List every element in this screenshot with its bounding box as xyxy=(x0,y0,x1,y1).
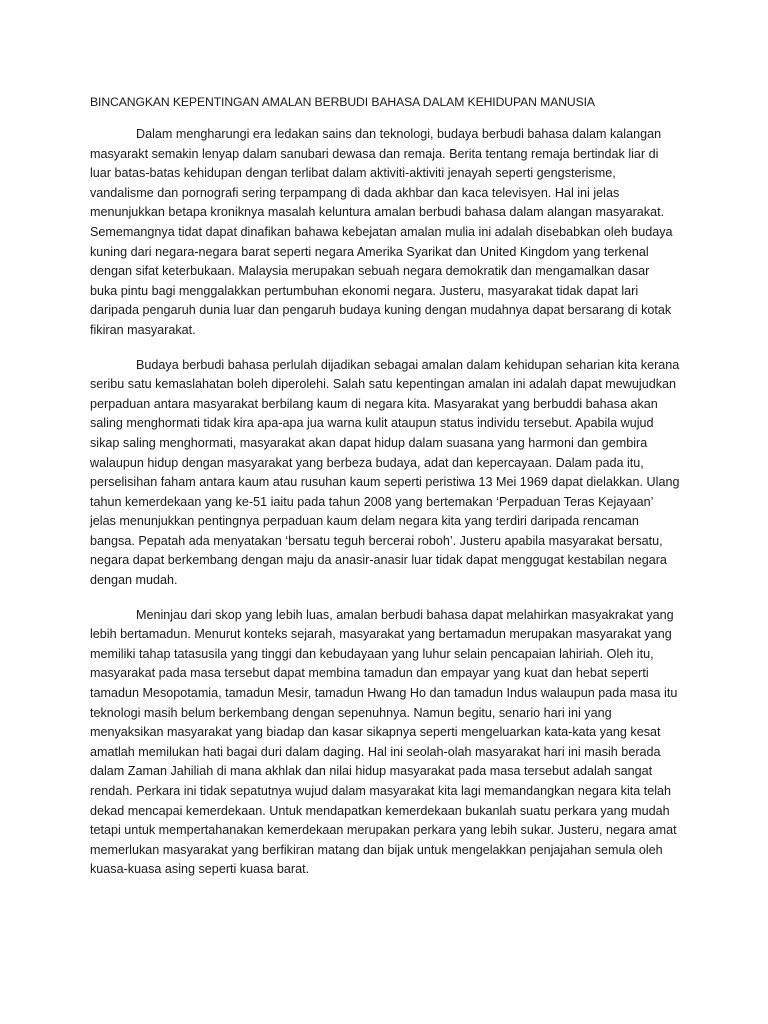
document-page xyxy=(90,93,680,895)
paragraph-1: Dalam mengharungi era ledakan sains dan teknologi, budaya berbudi bahasa dalam kalangan masyarakt semakin lenyap dalam sanubari dewasa dan remaja. Berita tentang remaja bertindak liar di luar batas-batas kehidupan dengan terlibat dalam aktiviti-aktiviti jenayah seperti gengsterisme, vandalisme dan pornografi sering terpampang di dada akhbar dan kaca televisyen. Hal ini jelas menunjukkan betapa kroniknya masalah keluntura amalan berbudi bahasa dalam alangan masyarakat. Sememangnya tidat dapat dinafikan bahawa kebejatan amalan mulia ini adalah disebabkan oleh budaya kuning dari negara-negara barat seperti negara Amerika Syarikat dan United Kingdom yang terkenal dengan sifat keterbukaan. Malaysia merupakan sebuah negara demokratik dan mengamalkan dasar buka pintu bagi menggalakkan pertumbuhan ekonomi negara. Justeru, masyarakat tidak dapat lari daripada pengaruh dunia luar dan pengaruh budaya kuning dengan mudahnya dapat bersarang di kotak fikiran masyarakat. xyxy=(90,127,673,337)
paragraph-2: Budaya berbudi bahasa perlulah dijadikan sebagai amalan dalam kehidupan seharian kita kerana seribu satu kemaslahatan boleh diperolehi. Salah satu kepentingan amalan ini adalah dapat mewujudkan perpaduan antara masyarakat berbilang kaum di negara kita. Masyarakat yang berbuddi bahasa akan saling menghormati tidak kira apa-apa jua warna kulit ataupun status individu tersebut. Apabila wujud sikap saling menghormati, masyarakat akan dapat hidup dalam suasana yang harmoni dan gembira walaupun hidup dengan masyarakat yang berbeza budaya, adat dan kepercayaan. Dalam pada itu, perselisihan faham antara kaum atau rusuhan kaum seperti peristiwa 13 Mei 1969 dapat dielakkan. Ulang tahun kemerdekaan yang ke-51 iaitu pada tahun 2008 yang bertemakan ‘Perpaduan Teras Kejayaan’ jelas menunjukkan pentingnya perpaduan kaum delam negara kita yang terdiri daripada rencaman bangsa. Pepatah ada menyatakan ‘bersatu teguh bercerai roboh’. Justeru apabila masyarakat bersatu, negara dapat berkembang dengan maju da anasir-anasir luar tidak dapat menggugat kestabilan negara dengan mudah. xyxy=(90,357,680,588)
document-title: BINCANGKAN KEPENTINGAN AMALAN BERBUDI BAHASA DALAM KEHIDUPAN MANUSIA xyxy=(90,95,595,109)
paragraph-3: Meninjau dari skop yang lebih luas, amalan berbudi bahasa dapat melahirkan masyakrakat yang lebih bertamadun. Menurut konteks sejarah, masyarakat yang bertamadun merupakan masyarakat yang memiliki tahap tatasusila yang tinggi dan kebudayaan yang luhur selain pencapaian lahiriah. Oleh itu, masyarakat pada masa tersebut dapat membina tamadun dan empayar yang kuat dan hebat seperti tamadun Mesopotamia, tamadun Mesir, tamadun Hwang Ho dan tamadun Indus walaupun pada masa itu teknologi masih belum berkembang dengan sepenuhnya. Namun begitu, senario hari ini yang menyaksikan masyarakat yang biadap dan kasar sikapnya seperti mengeluarkan kata-kata yang kesat amatlah memilukan hati bagai duri dalam daging. Hal ini seolah-olah masyarakat hari ini masih berada dalam Zaman Jahiliah di mana akhlak dan nilai hidup masyarakat pada masa tersebut adalah sangat rendah. Perkara ini tidak sepatutnya wujud dalam masyarakat kita lagi memandangkan negara kita telah dekad mencapai kemerdekaan. Untuk mendapatkan kemerdekaan bukanlah suatu perkara yang mudah tetapi untuk mempertahanakan kemerdekaan merupakan perkara yang lebih sukar. Justeru, negara amat memerlukan masyarakat yang berfikiran matang dan bijak untuk mengelakkan penjajahan semula oleh kuasa-kuasa asing seperti kuasa barat. xyxy=(90,607,678,877)
